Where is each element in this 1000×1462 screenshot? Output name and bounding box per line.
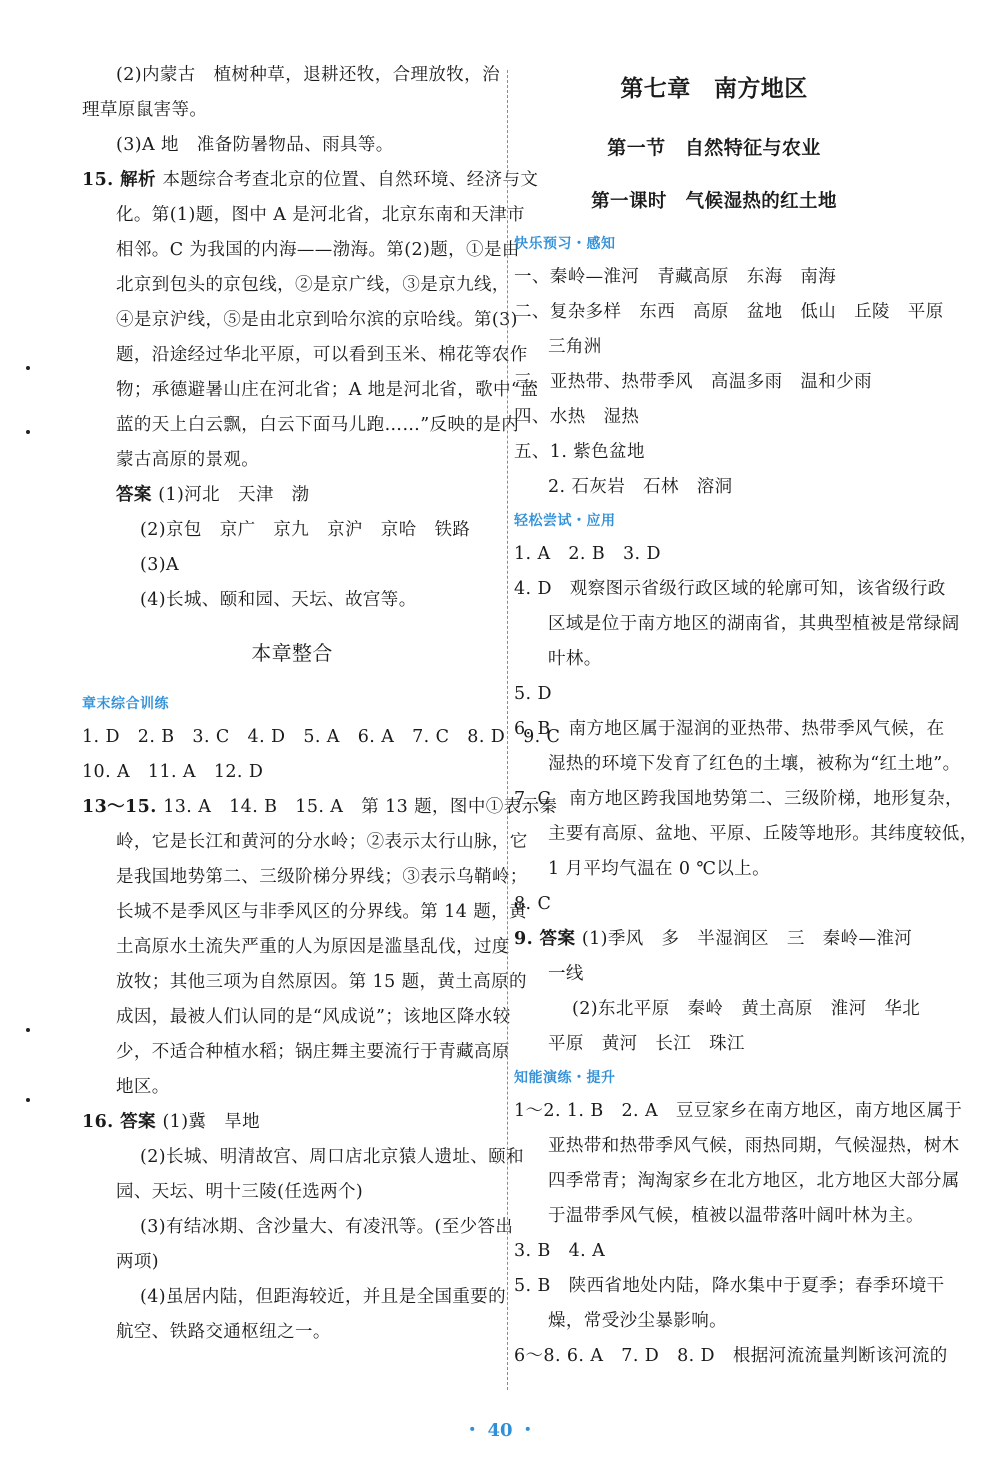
- line-text: 两项): [116, 1252, 160, 1272]
- left-line: [82, 1175, 502, 1210]
- line-text: 3. B 4. A: [514, 1241, 606, 1261]
- line-text: 主要有高原、盆地、平原、丘陵等地形。其纬度较低，: [548, 824, 978, 844]
- right-line: [514, 677, 914, 712]
- left-line: [82, 1245, 502, 1280]
- line-text: 燥，常受沙尘暴影响。: [548, 1311, 727, 1331]
- left-line: [82, 895, 527, 930]
- line-text: 10. A 11. A 12. D: [82, 762, 264, 782]
- line-text: (3)A: [140, 555, 180, 575]
- right-line: [514, 435, 914, 470]
- line-text: 1 月平均气温在 0 ℃以上。: [548, 859, 771, 879]
- line-text: 4. D 观察图示省级行政区域的轮廓可知，该省级行政: [514, 579, 946, 599]
- line-text: 第一节 自然特征与农业: [607, 137, 821, 159]
- answer-label: 答案: [116, 485, 159, 505]
- line-text: 1. A 2. B 3. D: [514, 544, 661, 564]
- line-text: 地区。: [116, 1077, 170, 1097]
- line-text: 化。第(1)题，图中 A 是河北省，北京东南和天津市: [116, 205, 525, 225]
- left-line: [82, 1140, 524, 1175]
- line-text: 叶林。: [548, 649, 602, 669]
- left-line: [82, 1315, 502, 1350]
- line-text: 四、水热 湿热: [514, 407, 640, 427]
- line-text: (2)京包 京广 京九 京沪 京哈 铁路: [140, 520, 471, 540]
- line-text: 5. B 陕西省地处内陆，降水集中于夏季；春季环境干: [514, 1276, 945, 1296]
- left-line: [82, 268, 510, 303]
- line-text: 相邻。C 为我国的内海——渤海。第(2)题，①是由: [116, 240, 520, 260]
- line-text: 5. D: [514, 684, 552, 704]
- right-line: [514, 887, 914, 922]
- line-text: 题，沿途经过华北平原，可以看到玉米、棉花等农作: [116, 345, 528, 365]
- right-line: [514, 922, 914, 957]
- line-text: (1)河北 天津 渤: [158, 485, 310, 505]
- right-line: [514, 782, 963, 817]
- left-line: [82, 1280, 507, 1315]
- line-text: 岭，它是长江和黄河的分水岭；②表示太行山脉，它: [116, 832, 528, 852]
- left-line: [82, 443, 502, 478]
- line-text: 亚热带和热带季风气候，雨热同期，气候湿热，树木: [548, 1136, 960, 1156]
- left-line: [82, 338, 528, 373]
- line-text: 五、1. 紫色盆地: [514, 442, 645, 462]
- line-text: 区域是位于南方地区的湖南省，其典型植被是常绿阔: [548, 614, 960, 634]
- line-text: 1. D 2. B 3. C 4. D 5. A 6. A 7. C 8. D 9. C: [82, 727, 561, 747]
- left-line: [82, 965, 527, 1000]
- right-line: [514, 642, 914, 677]
- line-text: 一、秦岭—淮河 青藏高原 东海 南海: [514, 267, 837, 287]
- line-text: 蓝的天上白云飘，白云下面马儿跑……”反映的是内: [116, 415, 520, 435]
- right-column: [514, 58, 978, 1374]
- margin-mark: [26, 430, 30, 434]
- line-text: 平原 黄河 长江 珠江: [548, 1034, 745, 1054]
- line-text: (3)A 地 准备防暑物品、雨具等。: [116, 135, 394, 155]
- left-line: [82, 1210, 514, 1245]
- line-text: 北京到包头的京包线，②是京广线，③是京九线，: [116, 275, 510, 295]
- line-text: 放牧；其他三项为自然原因。第 15 题，黄土高原的: [116, 972, 527, 992]
- line-text: (1)季风 多 半湿润区 三 秦岭—淮河: [581, 929, 913, 949]
- right-line: [514, 852, 914, 887]
- line-text: 理草原鼠害等。: [82, 100, 208, 120]
- right-line: [514, 228, 914, 260]
- line-text: (3)有结冰期、含沙量大、有凌汛等。(至少答出: [140, 1217, 514, 1237]
- margin-mark: [26, 1098, 30, 1102]
- right-line: [514, 1094, 963, 1129]
- margin-mark: [26, 1028, 30, 1032]
- right-line: [514, 120, 914, 176]
- line-text: 7. C 南方地区跨我国地势第二、三级阶梯，地形复杂，: [514, 789, 963, 809]
- answer-label: 9. 答案: [514, 929, 582, 949]
- left-line: [82, 58, 502, 93]
- left-line: [82, 373, 539, 408]
- left-line: [82, 790, 558, 825]
- right-line: [514, 470, 914, 505]
- left-line: [82, 478, 502, 513]
- left-line: [82, 548, 502, 583]
- left-line: [82, 1070, 502, 1105]
- left-line: [82, 688, 502, 720]
- line-text: 知能演练・提升: [514, 1070, 616, 1086]
- right-line: [514, 817, 978, 852]
- left-line: [82, 93, 502, 128]
- answer-label: 15. 解析: [82, 170, 163, 190]
- right-line: [514, 747, 961, 782]
- left-line: [82, 755, 502, 790]
- line-text: 第七章 南方地区: [620, 76, 808, 102]
- right-line: [514, 400, 914, 435]
- line-text: (4)长城、颐和园、天坛、故宫等。: [140, 590, 417, 610]
- left-line: [82, 1105, 502, 1140]
- left-line: [82, 233, 520, 268]
- left-line: [82, 860, 528, 895]
- right-line: [514, 537, 914, 572]
- line-text: ④是京沪线，⑤是由北京到哈尔滨的京哈线。第(3): [116, 310, 518, 330]
- left-line: [82, 1035, 510, 1070]
- left-line: [82, 163, 539, 198]
- line-text: (4)虽居内陆，但距海较近，并且是全国重要的: [140, 1287, 507, 1307]
- column-divider: [507, 70, 508, 1390]
- line-text: 三、亚热带、热带季风 高温多雨 温和少雨: [514, 372, 872, 392]
- line-text: (1)冀 旱地: [162, 1112, 261, 1132]
- right-line: [514, 1339, 948, 1374]
- left-line: [82, 1000, 511, 1035]
- line-text: (2)长城、明清故宫、周口店北京猿人遗址、颐和: [140, 1147, 524, 1167]
- line-text: (2)东北平原 秦岭 黄土高原 淮河 华北: [572, 999, 921, 1019]
- left-line: [82, 513, 502, 548]
- line-text: 轻松尝试・应用: [514, 513, 616, 529]
- line-text: 二、复杂多样 东西 高原 盆地 低山 丘陵 平原: [514, 302, 944, 322]
- answer-label: 13～15.: [82, 797, 164, 817]
- line-text: 四季常青；淘淘家乡在北方地区，北方地区大部分属: [548, 1171, 960, 1191]
- answer-label: 16. 答案: [82, 1112, 163, 1132]
- right-line: [514, 1062, 914, 1094]
- left-line: [82, 720, 561, 755]
- line-text: 物；承德避暑山庄在河北省；A 地是河北省，歌中“蓝: [116, 380, 539, 400]
- right-line: [514, 607, 960, 642]
- line-text: 2. 石灰岩 石林 溶洞: [548, 477, 733, 497]
- right-line: [514, 176, 914, 228]
- page-number: ・ 40 ・: [463, 1420, 537, 1441]
- line-text: 本题综合考查北京的位置、自然环境、经济与文: [162, 170, 539, 190]
- left-line: [82, 128, 502, 163]
- left-line: [82, 618, 502, 688]
- line-text: 蒙古高原的景观。: [116, 450, 260, 470]
- right-line: [514, 1234, 914, 1269]
- right-line: [514, 1304, 914, 1339]
- line-text: 6～8. 6. A 7. D 8. D 根据河流流量判断该河流的: [514, 1346, 948, 1366]
- left-line: [82, 583, 502, 618]
- right-line: [514, 58, 914, 120]
- line-text: 一线: [548, 964, 584, 984]
- line-text: 13. A 14. B 15. A 第 13 题，图中①表示秦: [163, 797, 558, 817]
- line-text: 长城不是季风区与非季风区的分界线。第 14 题，黄: [116, 902, 527, 922]
- line-text: 章末综合训练: [82, 696, 169, 712]
- line-text: 航空、铁路交通枢纽之一。: [116, 1322, 331, 1342]
- right-line: [514, 1199, 924, 1234]
- right-line: [514, 992, 921, 1027]
- right-line: [514, 365, 914, 400]
- line-text: 是我国地势第二、三级阶梯分界线；③表示乌鞘岭；: [116, 867, 528, 887]
- right-line: [514, 957, 914, 992]
- line-text: 园、天坛、明十三陵(任选两个): [116, 1182, 364, 1202]
- line-text: 1～2. 1. B 2. A 豆豆家乡在南方地区，南方地区属于: [514, 1101, 963, 1121]
- right-line: [514, 712, 945, 747]
- line-text: 于温带季风气候，植被以温带落叶阔叶林为主。: [548, 1206, 924, 1226]
- right-line: [514, 505, 914, 537]
- line-text: 湿热的环境下发育了红色的土壤，被称为“红土地”。: [548, 754, 961, 774]
- right-line: [514, 330, 914, 365]
- left-line: [82, 198, 525, 233]
- left-line: [82, 930, 510, 965]
- left-line: [82, 303, 518, 338]
- line-text: 6. B 南方地区属于湿润的亚热带、热带季风气候，在: [514, 719, 945, 739]
- right-line: [514, 572, 946, 607]
- line-text: 第一课时 气候湿热的红土地: [591, 191, 837, 212]
- right-line: [514, 260, 914, 295]
- right-line: [514, 1027, 914, 1062]
- right-line: [514, 1164, 960, 1199]
- margin-mark: [26, 366, 30, 370]
- line-text: 少，不适合种植水稻；锅庄舞主要流行于青藏高原: [116, 1042, 510, 1062]
- left-line: [82, 408, 520, 443]
- line-text: (2)内蒙古 植树种草，退耕还牧，合理放牧，治: [116, 65, 500, 85]
- line-text: 成因，最被人们认同的是“风成说”；该地区降水较: [116, 1007, 511, 1027]
- right-line: [514, 1269, 945, 1304]
- left-line: [82, 825, 528, 860]
- line-text: 三角洲: [548, 337, 602, 357]
- line-text: 8. C: [514, 894, 552, 914]
- right-line: [514, 295, 944, 330]
- line-text: 土高原水土流失严重的人为原因是滥垦乱伐，过度: [116, 937, 510, 957]
- right-line: [514, 1129, 960, 1164]
- line-text: 快乐预习・感知: [514, 236, 616, 252]
- line-text: 本章整合: [251, 641, 333, 665]
